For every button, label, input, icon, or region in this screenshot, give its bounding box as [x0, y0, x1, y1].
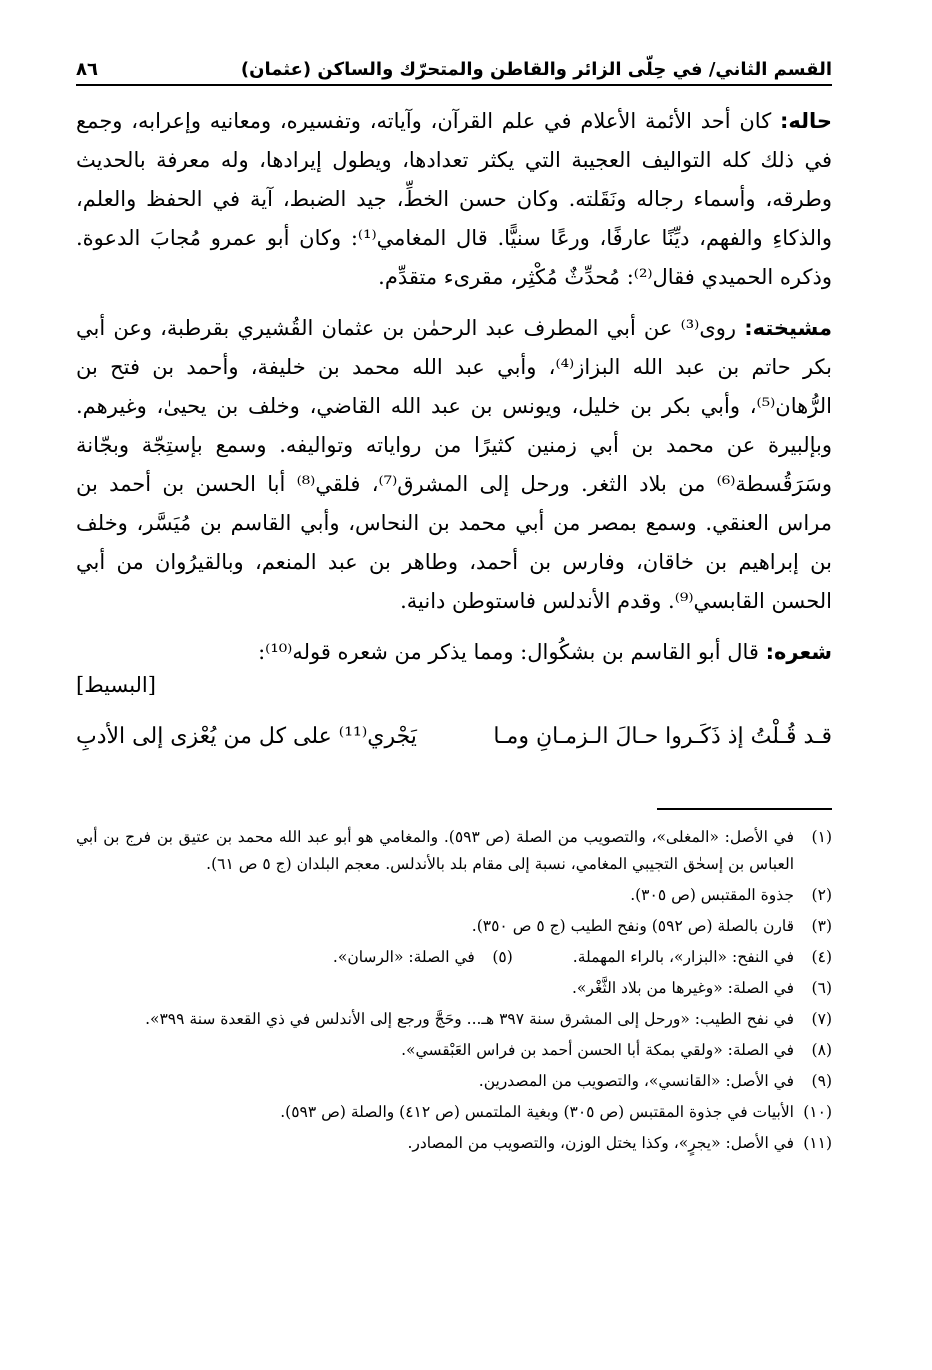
footnote-number: (٣) [811, 917, 832, 935]
running-title: القسم الثاني/ في حِلّى الزائر والقاطن والمتحرّك والساكن (عثمان) [240, 59, 832, 80]
section-label: مشيخته: [744, 316, 832, 340]
section-text: قال أبو القاسم بن بشكُوال: ومما يذكر من شعره قوله⁽¹⁰⁾: [258, 640, 766, 664]
footnote-text: في الأصل: «يجرٍ»، وكذا يختل الوزن، والتصويب من المصادر. [407, 1134, 794, 1152]
section-haluh [76, 102, 832, 297]
footnote [333, 944, 513, 971]
page-number: ٨٦ [76, 59, 98, 80]
footnote-number: (١٠) [803, 1103, 832, 1121]
footnote [76, 913, 832, 940]
footnote-number: (٤) [811, 948, 832, 966]
poem-meter: [البسيط] [76, 673, 156, 697]
page-header [76, 40, 832, 86]
footnote [76, 1006, 832, 1033]
footnote [76, 975, 832, 1002]
verse-first-hemistich: قـد قُـلْتُ إذ ذَكَـروا حـالَ الـزمـانِ ومـا [493, 724, 832, 749]
footnote-text: في الأصل: «المغلى»، والتصويب من الصلة (ص ٥٩٣). والمغامي هو أبو عبد الله محمد بن عتيق بن فرج بن أبي العباس بن إسحٰق التجيبي المغامي، نسبة إلى مقام بلد بالأندلس. معجم البلدان (ج ٥ ص ٦١). [76, 828, 794, 873]
book-page [76, 40, 832, 1161]
section-mashyakhatuh [76, 309, 832, 621]
footnotes [76, 824, 832, 1157]
footnote [76, 1099, 832, 1126]
footnote [76, 1037, 832, 1064]
footnote [573, 944, 832, 971]
footnote-text: الأبيات في جذوة المقتبس (ص ٣٠٥) وبغية الملتمس (ص ٤١٢) والصلة (ص ٥٩٣). [280, 1103, 794, 1121]
section-text: روى⁽³⁾ عن أبي المطرف عبد الرحمٰن بن عثمان القُشيري بقرطبة، وعن أبي بكر حاتم بن عبد الله البزاز⁽⁴⁾، وأبي عبد الله محمد بن خليفة، وأحمد بن فتح بن الرُّهان⁽⁵⁾، وأبي بكر بن خليل، ويونس بن عبد الله القاضي، وخلف بن يحيىٰ، وغيرهم. وبإلبيرة عن محمد بن أبي زمنين كثيرًا من رواياته وتواليفه. وسمع بإستِجّة وبجّانة وسَرَقُسطة⁽⁶⁾ من بلاد الثغر. ورحل إلى المشرق⁽⁷⁾، فلقي⁽⁸⁾ أبا الحسن بن أحمد بن مراس العنقي. وسمع بمصر من أبي محمد بن النحاس، وأبي القاسم بن مُيَسَّر، وخلف بن إبراهيم بن خاقان، وفارس بن أحمد، وطاهر بن عبد المنعم، وبالقيرُوان من أبي الحسن القابسي⁽⁹⁾. وقدم الأندلس فاستوطن دانية. [76, 316, 833, 613]
footnote-pair [76, 944, 832, 971]
footnote-text: قارن بالصلة (ص ٥٩٢) ونفح الطيب (ج ٥ ص ٣٥٠). [471, 917, 794, 935]
footnote-number: (٧) [811, 1010, 832, 1028]
footnote-number: (٨) [811, 1041, 832, 1059]
footnote [76, 1068, 832, 1095]
section-text: كان أحد الأئمة الأعلام في علم القرآن، وآياته، وتفسيره، ومعانيه وإعرابه، وجمع في ذلك كله التواليف العجيبة التي يكثر تعدادها، ويطول إيرادها، وله معرفة بالحديث وطرقه، وأسماء رجاله ونَقَلته. وكان حسن الخطِّ، جيد الضبط، آية في الحفظ والعلم، والذكاءِ والفهم، ديِّنًا عارفًا، ورعًا سنيًّا. قال المغامي⁽¹⁾: وكان أبو عمرو مُجابَ الدعوة. وذكره الحميدي فقال⁽²⁾: مُحدِّثٌ مُكْثِر، مقرىء متقدِّم. [76, 109, 833, 289]
poem-verse [76, 717, 832, 756]
footnote [76, 882, 832, 909]
footnote [76, 824, 832, 878]
footnote-text: في الصلة: «الرسان». [332, 948, 475, 966]
footnote-number: (٩) [811, 1072, 832, 1090]
footnote-text: جذوة المقتبس (ص ٣٠٥). [630, 886, 794, 904]
footnote-number: (٥) [492, 948, 513, 966]
footnote [76, 1130, 832, 1157]
verse-second-hemistich: يَجْري⁽¹¹⁾ على كل من يُعْزى إلى الأدبِ [76, 724, 417, 749]
footnote-text: في الصلة: «وغيرها من بلاد الثَّغْر». [571, 979, 794, 997]
footnote-number: (٢) [811, 886, 832, 904]
footnote-text: في النفح: «البزار»، بالراء المهملة. [572, 948, 794, 966]
footnote-separator [657, 808, 832, 810]
footnote-number: (١) [811, 828, 832, 846]
footnote-text: في نفح الطيب: «ورحل إلى المشرق سنة ٣٩٧ هـ... وحَجَّ ورجع إلى الأندلس في ذي القعدة سنة ٣٩٩». [145, 1010, 794, 1028]
main-text [76, 102, 832, 756]
section-label: حاله: [779, 109, 832, 133]
footnote-number: (١١) [803, 1134, 832, 1152]
footnote-text: في الصلة: «ولقي بمكة أبا الحسن أحمد بن فراس العَبْقسي». [401, 1041, 794, 1059]
footnote-text: في الأصل: «القانسي»، والتصويب من المصدرين. [478, 1072, 794, 1090]
footnote-number: (٦) [811, 979, 832, 997]
section-label: شعره: [765, 640, 832, 664]
